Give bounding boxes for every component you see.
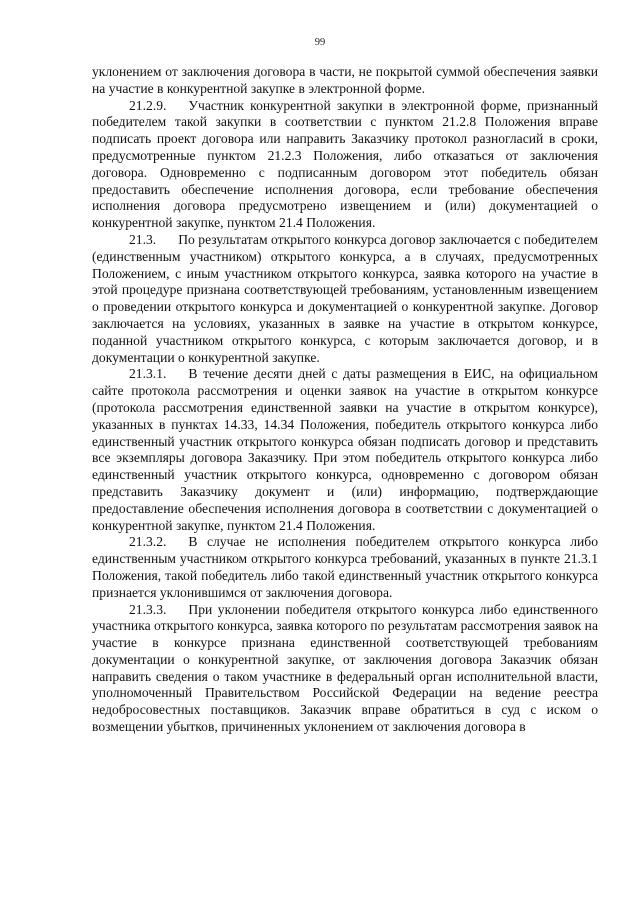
document-body — [92, 64, 598, 736]
paragraph-21-2-9 — [92, 98, 598, 232]
paragraph-21-3-2 — [92, 534, 598, 601]
clause-number: 21.3.2. — [129, 534, 167, 550]
paragraph-21-3-3 — [92, 602, 598, 736]
paragraph-text: В течение десяти дней с даты размещения в ЕИС, на официальном сайте протокола рассмотрения и оценки заявок на участие в открытом конкурсе (протокола рассмотрения единственной заявки на участие в открытом конкурсе), указанных в пунктах 14.33, 14.34 Положения, победитель открытого конкурса либо единственный участник открытого конкурса обязан подписать договор и представить все экземпляры договора Заказчику. При этом победитель открытого конкурса либо единственный участник открытого конкурса, одновременно с договором обязан представить Заказчику документ и (или) информацию, подтверждающие предоставление обеспечения исполнения договора в соответствии с документацией о конкурентной закупке, пунктом 21.4 Положения. — [92, 366, 598, 533]
paragraph-text: При уклонении победителя открытого конкурса либо единственного участника открытого конкурса, заявка которого по результатам рассмотрения заявок на участие в конкурсе признана единственной соответствующей требованиям документации о конкурентной закупке, от заключения договора Заказчик обязан направить сведения о таком участнике в федеральный орган исполнительной власти, уполномоченный Правительством Российской Федерации на ведение реестра недобросовестных поставщиков. Заказчик вправе обратиться в суд с иском о возмещении убытков, причиненных уклонением от заключения договора в — [92, 601, 598, 735]
paragraph-text: Участник конкурентной закупки в электронной форме, признанный победителем такой закупки в соответствии с пунктом 21.2.8 Положения вправе подписать проект договора или направить Заказчику протокол разногласий в сроки, предусмотренные пунктом 21.2.3 Положения, либо отказаться от заключения договора. Одновременно с подписанным договором этот победитель обязан предоставить обеспечение исполнения договора, если требование обеспечения исполнения договора предусмотрено извещением и (или) документацией о конкурентной закупке, пунктом 21.4 Положения. — [92, 97, 598, 231]
page-number: 99 — [314, 37, 326, 48]
paragraph-continuation — [92, 64, 598, 98]
paragraph-21-3-1 — [92, 366, 598, 534]
paragraph-text: В случае не исполнения победителем открытого конкурса либо единственным участником открытого конкурса требований, указанных в пункте 21.3.1 Положения, такой победитель либо такой единственный участник открытого конкурса признается уклонившимся от заключения договора. — [92, 534, 598, 600]
clause-number: 21.3. — [129, 231, 157, 247]
clause-number: 21.3.3. — [129, 601, 167, 617]
paragraph-21-3 — [92, 232, 598, 366]
clause-number: 21.3.1. — [129, 366, 167, 382]
paragraph-text: уклонением от заключения договора в части, не покрытой суммой обеспечения заявки на участие в конкурентной закупке в электронной форме. — [92, 64, 598, 96]
clause-number: 21.2.9. — [129, 97, 167, 113]
paragraph-text: По результатам открытого конкурса договор заключается с победителем (единственным участником) открытого конкурса, а в случаях, предусмотренных Положением, с иным участником открытого конкурса, заявка которого на участие в этой процедуре признана соответствующей требованиям, установленным извещением о проведении открытого конкурса и документацией о конкурентной закупке. Договор заключается на условиях, указанных в заявке на участие в открытом конкурсе, поданной участником открытого конкурса, с которым заключается договор, и в документации о конкурентной закупке. — [92, 231, 598, 365]
